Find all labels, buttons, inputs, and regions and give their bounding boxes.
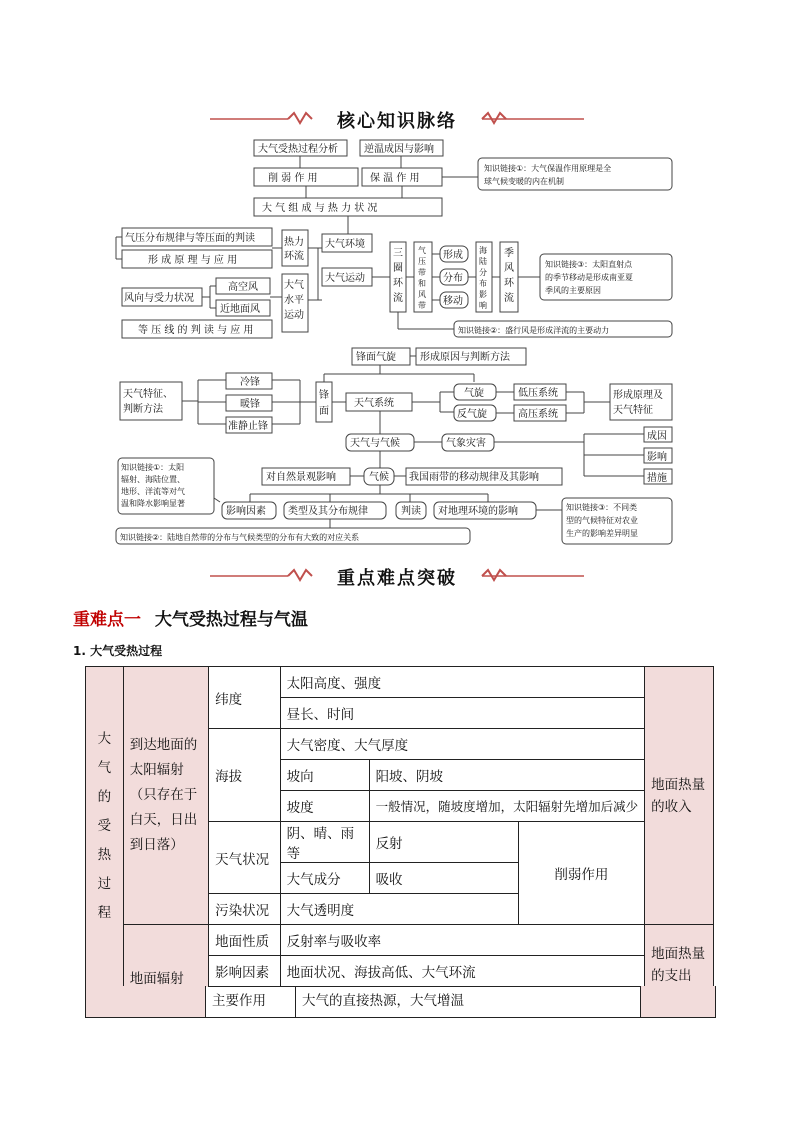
- node-cold-front: 冷锋: [240, 377, 260, 388]
- knowledge-mindmap: [0, 130, 794, 550]
- node-monsoon-3: 环: [504, 278, 514, 289]
- node-landsea-4: 布: [479, 279, 487, 288]
- node-landsea-6: 响: [479, 301, 487, 310]
- node-warm-front: 暖锋: [240, 399, 260, 410]
- latitude-cell: 纬度: [209, 667, 280, 729]
- role-row: [85, 986, 716, 1018]
- bottom-cluster: [116, 348, 672, 544]
- section-title: 核心知识脉络: [337, 111, 457, 132]
- node-thermal-line2: 环流: [284, 251, 304, 262]
- node-impact: 影响: [647, 452, 667, 463]
- node-belt-6: 带: [418, 301, 426, 310]
- link2-text: 知识链接②：盛行风是形成洋流的主要动力: [458, 326, 610, 335]
- node-weather-feature-2: 判断方法: [123, 404, 163, 415]
- weather-cell: 天气状况: [209, 822, 280, 894]
- link1b-line2: 辐射、海陆位置、: [121, 475, 185, 484]
- transparency-cell: 大气透明度: [280, 894, 518, 925]
- node-formation: 形 成 原 理 与 应 用: [148, 255, 238, 266]
- node-high: 高压系统: [518, 409, 558, 420]
- node-judge: 判读: [401, 506, 421, 517]
- node-monsoon-4: 流: [504, 293, 514, 304]
- node-horiz-1: 大气: [284, 280, 304, 291]
- node-form: 形成: [443, 250, 463, 261]
- node-low: 低压系统: [518, 388, 558, 399]
- node-weaken: 削 弱 作 用: [268, 173, 318, 184]
- link1-line1: 知识链接①：大气保温作用原理是全: [484, 164, 612, 173]
- absorb-cell: 吸收: [369, 863, 518, 894]
- node-disaster: 气象灾害: [446, 438, 486, 449]
- node-landsea-2: 陆: [479, 257, 487, 266]
- factor-cell: 影响因素: [209, 956, 280, 987]
- slope-note-cell: 一般情况，随坡度增加，太阳辐射先增加后减少: [369, 791, 645, 822]
- node-front-2: 面: [319, 406, 329, 417]
- density-cell: 大气密度、大气厚度: [280, 729, 644, 760]
- heat-process-table: [85, 666, 714, 987]
- node-threecell-4: 流: [393, 293, 403, 304]
- top-cluster: [254, 140, 672, 234]
- node-motion: 大气运动: [325, 273, 365, 284]
- day-length-cell: 昼长、时间: [280, 698, 644, 729]
- reflect-cell: 反射: [369, 822, 518, 863]
- node-factors: 影响因素: [226, 506, 266, 517]
- aspect-cell: 坡向: [280, 760, 369, 791]
- node-belt-2: 压: [418, 257, 426, 266]
- node-monsoon-1: 季: [504, 248, 514, 259]
- link3b-line2: 型的气候特征对农业: [566, 516, 638, 525]
- ground-rad-cell: 地面辐射: [123, 925, 208, 987]
- section-header-knowledge: [200, 103, 594, 133]
- node-isobar: 气压分布规律与等压面的判读: [125, 233, 255, 244]
- key-point-title: 大气受热过程与气温: [154, 610, 308, 630]
- node-belt-4: 和: [418, 279, 426, 288]
- link1b-line4: 温和降水影响显著: [121, 499, 185, 508]
- node-heat-analysis: 大气受热过程分析: [258, 144, 338, 155]
- sunny-cell: 阴、晴、雨等: [280, 822, 369, 863]
- role-end-spacer: [641, 986, 715, 1017]
- pollution-cell: 污染状况: [209, 894, 280, 925]
- node-principle-2: 天气特征: [613, 405, 653, 416]
- key-point-heading: [73, 605, 308, 630]
- node-horiz-3: 运动: [284, 310, 304, 321]
- middle-cluster: [116, 228, 672, 338]
- subheading: 1. 大气受热过程: [73, 644, 163, 658]
- node-frontal-cyclone: 锋面气旋: [356, 352, 396, 363]
- node-cause: 成因: [647, 431, 667, 442]
- node-monsoon-2: 风: [504, 263, 514, 274]
- factor-val-cell: 地面状况、海拔高低、大气环流: [280, 956, 644, 987]
- slope-cell: 坡度: [280, 791, 369, 822]
- link1-line2: 球气候变暖的内在机制: [484, 177, 564, 186]
- node-landsea-3: 分: [479, 268, 487, 277]
- composition-cell: 大气成分: [280, 863, 369, 894]
- node-horiz-2: 水平: [284, 295, 304, 306]
- node-surface-wind: 近地面风: [220, 304, 260, 315]
- link3b-line1: 知识链接③：不同类: [566, 503, 638, 512]
- key-point-label: 重难点一: [73, 610, 141, 630]
- node-distribution: 分布: [443, 273, 463, 284]
- link3-line1: 知识链接③：太阳直射点: [545, 260, 633, 269]
- node-belt-3: 带: [418, 268, 426, 277]
- expense-cell: 地面热量的支出: [645, 925, 714, 987]
- link2b-text: 知识链接②：陆地自然带的分布与气候类型的分布有大致的对应关系: [120, 533, 360, 542]
- node-isobar-apply: 等 压 线 的 判 读 与 应 用: [138, 325, 254, 336]
- node-cyclone: 气旋: [464, 388, 484, 399]
- node-movement: 移动: [443, 296, 463, 307]
- surface-cell: 地面性质: [209, 925, 280, 956]
- node-inversion: 逆温成因与影响: [364, 144, 434, 155]
- weakening-cell: 削弱作用: [518, 822, 644, 925]
- node-measures: 措施: [647, 473, 667, 484]
- node-belt-5: 风: [418, 290, 426, 299]
- node-composition: 大 气 组 成 与 热 力 状 况: [262, 203, 378, 214]
- node-climate: 气候: [369, 472, 389, 483]
- node-insulate: 保 温 作 用: [370, 173, 420, 184]
- node-weather-feature-1: 天气特征、: [123, 389, 173, 400]
- node-weather-system: 天气系统: [354, 398, 394, 409]
- node-geo-env: 对地理环境的影响: [438, 506, 518, 517]
- node-threecell-1: 三: [393, 248, 403, 259]
- node-threecell-2: 圈: [393, 263, 403, 274]
- node-cause-method: 形成原因与判断方法: [420, 352, 510, 363]
- node-types: 类型及其分布规律: [288, 506, 368, 517]
- sun-height-cell: 太阳高度、强度: [280, 667, 644, 698]
- link3-line3: 季风的主要原因: [545, 286, 601, 295]
- albedo-cell: 反射率与吸收率: [280, 925, 644, 956]
- node-thermal-line1: 热力: [284, 237, 304, 248]
- node-landsea-5: 影: [479, 290, 487, 299]
- col1-cell: 大气的受热过程: [86, 667, 124, 987]
- node-anticyclone: 反气旋: [457, 409, 487, 420]
- section-title: 重点难点突破: [337, 568, 457, 589]
- node-front-1: 锋: [319, 390, 329, 401]
- link1b-line3: 地形、洋流等对气: [121, 487, 185, 496]
- node-wind-force: 风向与受力状况: [124, 293, 194, 304]
- link3b-line3: 生产的影响差异明显: [566, 529, 638, 538]
- role-val-cell: 大气的直接热源，大气增温: [296, 986, 641, 1017]
- node-landscape: 对自然景观影响: [266, 472, 336, 483]
- node-china-belt: 我国雨带的移动规律及其影响: [409, 472, 539, 483]
- node-landsea-1: 海: [479, 246, 487, 255]
- sun-shade-cell: 阳坡、阴坡: [369, 760, 645, 791]
- node-weather-climate: 天气与气候: [350, 438, 400, 449]
- link3-line2: 的季节移动是形成南亚夏: [545, 273, 633, 282]
- node-environment: 大气环境: [325, 239, 365, 250]
- node-principle-1: 形成原理及: [613, 390, 663, 401]
- role-spacer: [86, 986, 206, 1017]
- link1b-line1: 知识链接①：太阳: [121, 463, 185, 472]
- altitude-cell: 海拔: [209, 729, 280, 822]
- section-header-difficult: [200, 560, 594, 590]
- income-cell: 地面热量的收入: [645, 667, 714, 925]
- role-cell: 主要作用: [206, 986, 296, 1017]
- node-high-wind: 高空风: [228, 282, 258, 293]
- node-stationary: 准静止锋: [228, 421, 268, 432]
- solar-cell: 到达地面的太阳辐射（只存在于白天，日出到日落）: [123, 667, 208, 925]
- node-threecell-3: 环: [393, 278, 403, 289]
- node-belt-1: 气: [418, 246, 426, 255]
